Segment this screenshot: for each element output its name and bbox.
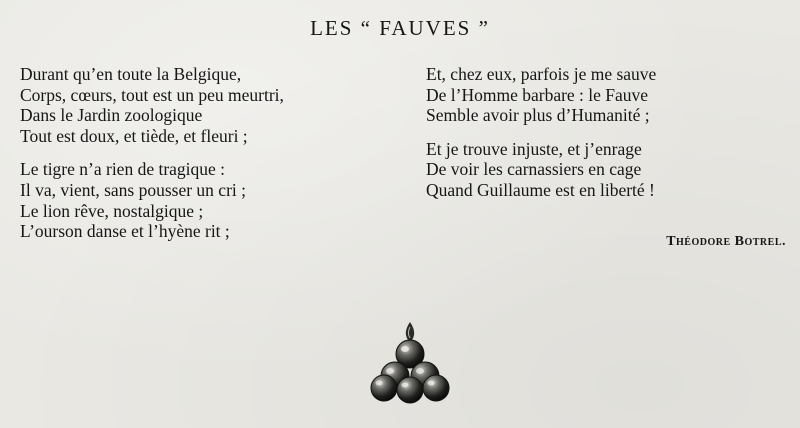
author-signature: Théodore Botrel. [666, 234, 786, 249]
stanza [426, 64, 786, 126]
verse-line: De l’Homme barbare : le Fauve [426, 84, 649, 105]
trefoil-fruit-ornament-icon [368, 318, 452, 406]
verse-line: Et je trouve injuste, et j’enrage [426, 138, 642, 159]
verse-line: Et, chez eux, parfois je me sauve [426, 64, 657, 84]
verse-line: Tout est doux, et tiède, et fleuri ; [20, 125, 248, 146]
stanza [20, 64, 400, 146]
poem-column-right [426, 64, 786, 214]
verse-line: L’ourson danse et l’hyène rit ; [20, 221, 230, 242]
poem-column-left [20, 64, 400, 255]
verse-line: Il va, vient, sans pousser un cri ; [20, 179, 246, 200]
verse-line: De voir les carnassiers en cage [426, 159, 642, 180]
verse-line: Quand Guillaume est en liberté ! [426, 179, 655, 200]
verse-line: Le lion rêve, nostalgique ; [20, 200, 204, 221]
stanza [20, 159, 400, 241]
verse-line: Le tigre n’a rien de tragique : [20, 159, 226, 180]
poem-title: LES “ FAUVES ” [310, 16, 490, 40]
verse-line: Semble avoir plus d’Humanité ; [426, 105, 650, 126]
verse-line: Corps, cœurs, tout est un peu meurtri, [20, 84, 284, 105]
verse-line: Dans le Jardin zoologique [20, 105, 203, 126]
stanza [426, 139, 786, 201]
verse-line: Durant qu’en toute la Belgique, [20, 64, 242, 84]
